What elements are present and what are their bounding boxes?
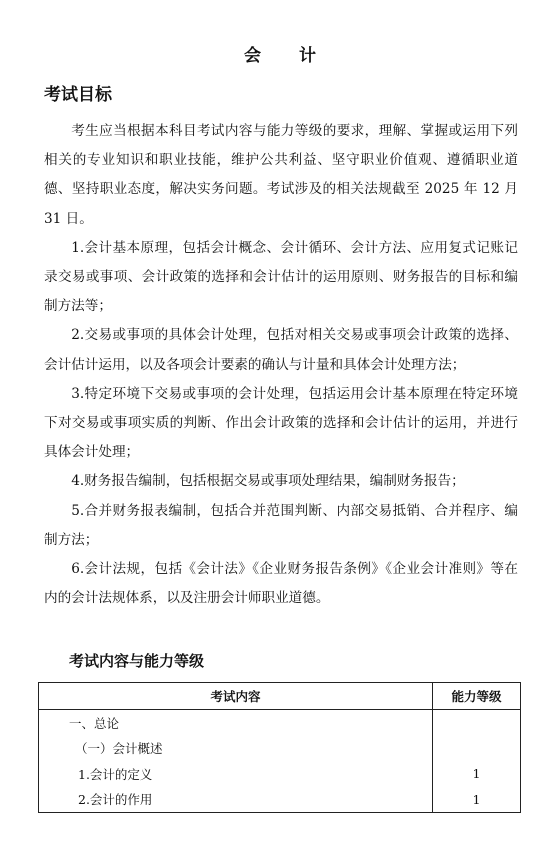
table-row [39, 761, 521, 787]
paragraph-item-4: 4.财务报告编制，包括根据交易或事项处理结果，编制财务报告； [71, 473, 465, 490]
paragraph-item-5: 5.合并财务报表编制，包括合并范围判断、内部交易抵销、合并程序、编制方法； [44, 502, 518, 548]
section-title-exam-objectives: 考试目标 [44, 85, 112, 105]
row-content: 一、总论 [39, 710, 433, 736]
paragraph-item-6: 6.会计法规，包括《会计法》《企业财务报告条例》《企业会计准则》等在内的会计法规体系，以及注册会计师职业道德。 [44, 561, 518, 607]
table-row [39, 787, 521, 813]
row-content: （一）会计概述 [39, 736, 433, 762]
row-level [432, 736, 520, 762]
row-content: 1.会计的定义 [39, 761, 433, 787]
header-ability-level: 能力等级 [432, 683, 520, 710]
paragraph-item-1: 1.会计基本原理，包括会计概念、会计循环、会计方法、应用复式记账记录交易或事项、会计政策的选择和会计估计的运用原则、财务报告的目标和编制方法等； [44, 239, 518, 315]
objectives-body [44, 117, 518, 613]
row-content: 2.会计的作用 [39, 787, 433, 813]
table-row [39, 710, 521, 736]
paragraph-item-3: 3.特定环境下交易或事项的会计处理，包括运用会计基本原理在特定环境下对交易或事项实质的判断、作出会计政策的选择和会计估计的运用，并进行具体会计处理； [44, 385, 518, 461]
table-header-row [39, 683, 521, 710]
subsection-title-content-levels: 考试内容与能力等级 [69, 652, 205, 670]
paragraph-intro: 考生应当根据本科目考试内容与能力等级的要求，理解、掌握或运用下列相关的专业知识和职业技能，维护公共利益、坚守职业价值观、遵循职业道德、坚持职业态度，解决实务问题。考试涉及的相关法规截至 2025 年 12 月 31 日。 [44, 123, 518, 227]
header-exam-content: 考试内容 [39, 683, 433, 710]
row-level [432, 710, 520, 736]
paragraph-item-2: 2.交易或事项的具体会计处理，包括对相关交易或事项会计政策的选择、会计估计运用，以及各项会计要素的确认与计量和具体会计处理方法； [44, 327, 518, 373]
document-title: 会 计 [244, 46, 332, 66]
table-row [39, 736, 521, 762]
row-level: 1 [432, 761, 520, 787]
content-level-table [38, 682, 521, 813]
row-level: 1 [432, 787, 520, 813]
